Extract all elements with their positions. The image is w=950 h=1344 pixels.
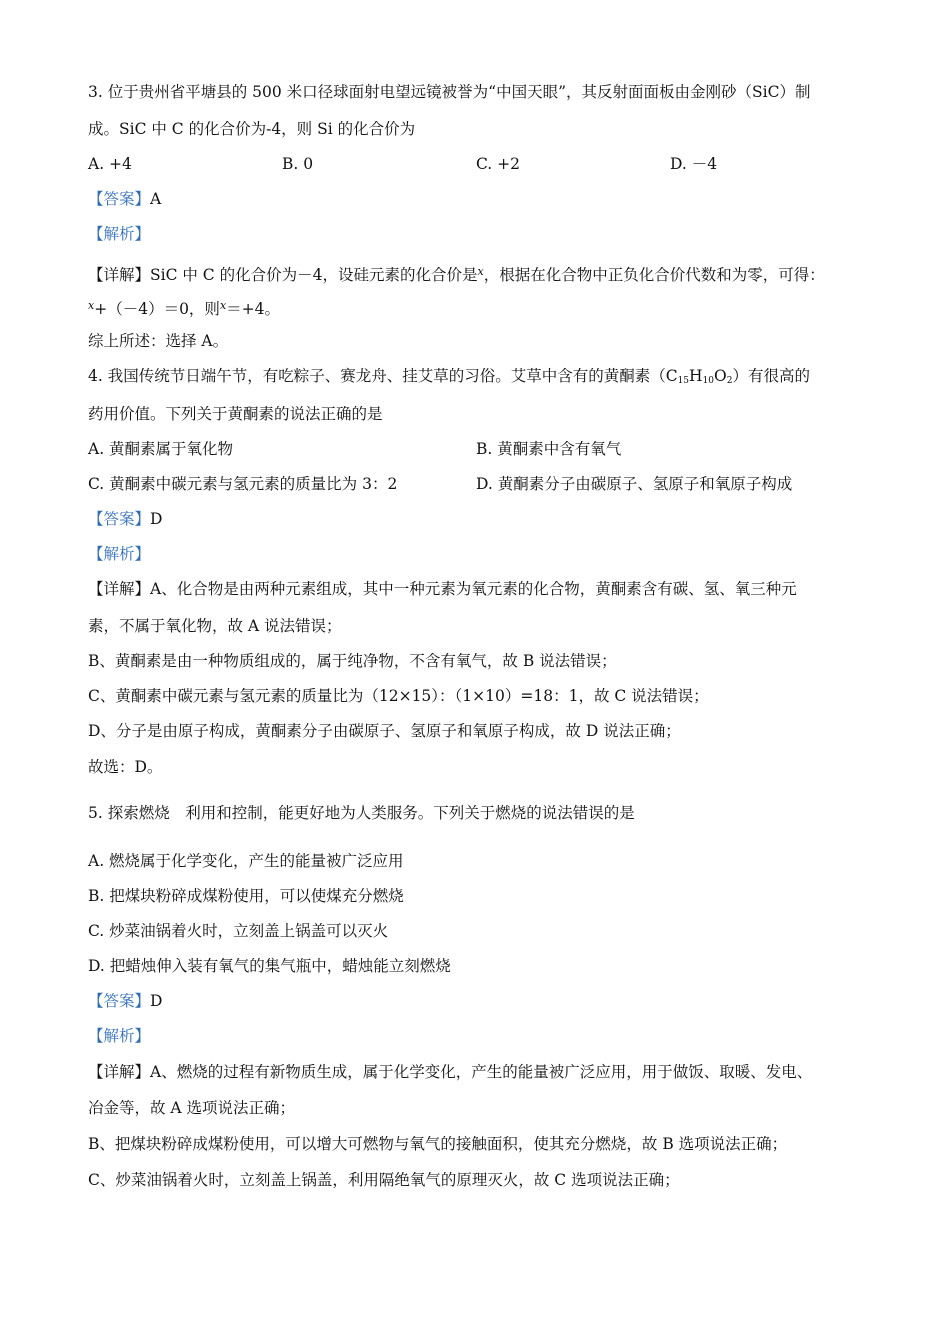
variable-x: x [88,299,95,312]
detail-text-cont: ＝+4。 [226,300,281,318]
q3-option-b: B. 0 [282,155,314,173]
subscript: 15 [677,376,690,386]
detail-text-cont: ，根据在化合物中正负化合价代数和为零，可得： [483,266,825,284]
q4-option-a: A. 黄酮素属于氧化物 [88,440,234,458]
answer-value: A [150,190,162,208]
analysis-tag: 【解析】 [88,1027,151,1045]
q4-conclusion: 故选：D。 [88,758,163,776]
answer-tag: 【答案】 [88,510,151,528]
answer-value: D [150,992,163,1010]
q4-answer [88,509,162,529]
q4-detail-b: B、黄酮素是由一种物质组成的，属于纯净物，不含有氧气，故 B 说法错误； [88,652,617,670]
q3-answer [88,189,161,209]
q5-option-c: C. 炒菜油锅着火时，立刻盖上锅盖可以灭火 [88,922,389,940]
detail-tag: 【详解】 [88,266,151,284]
formula-o: O [714,367,727,385]
q4-stem-line1 [88,366,810,391]
q5-answer [88,991,162,1011]
answer-tag: 【答案】 [88,190,151,208]
answer-tag: 【答案】 [88,992,151,1010]
answer-value: D [150,510,163,528]
q3-detail-line2 [88,296,280,319]
q4-detail-c: C、黄酮素中碳元素与氢元素的质量比为（12×15）：（1×10）=18：1，故 C 说法错误； [88,687,709,705]
q4-stem-text: 4. 我国传统节日端午节，有吃粽子、赛龙舟、挂艾草的习俗。艾草中含有的黄酮素（C [88,367,678,385]
q3-option-d: D. －4 [670,155,718,173]
variable-x: x [219,299,227,312]
q4-option-d: D. 黄酮素分子由碳原子、氢原子和氧原子构成 [476,475,793,493]
detail-tag: 【详解】 [88,580,151,598]
subscript: 2 [726,376,733,386]
detail-tag: 【详解】 [88,1063,151,1081]
q3-stem-line2: 成。SiC 中 C 的化合价为-4，则 Si 的化合价为 [88,120,416,138]
detail-text: A、化合物是由两种元素组成，其中一种元素为氧元素的化合物，黄酮素含有碳、氢、氧三种元 [150,580,797,598]
q3-option-c: C. +2 [476,155,521,173]
q5-analysis [88,1026,150,1046]
detail-text: A、燃烧的过程有新物质生成，属于化学变化，产生的能量被广泛应用，用于做饭、取暖、发电、 [150,1063,813,1081]
q5-option-a: A. 燃烧属于化学变化，产生的能量被广泛应用 [88,852,404,870]
q5-detail-c: C、炒菜油锅着火时，立刻盖上锅盖，利用隔绝氧气的原理灭火，故 C 选项说法正确； [88,1171,680,1189]
analysis-tag: 【解析】 [88,545,151,563]
q5-detail-b: B、把煤块粉碎成煤粉使用，可以增大可燃物与氧气的接触面积，使其充分燃烧，故 B 选项说法正确； [88,1135,788,1153]
q5-stem-line1: 5. 探索燃烧 利用和控制，能更好地为人类服务。下列关于燃烧的说法错误的是 [88,804,635,822]
subscript: 10 [702,376,715,386]
q4-analysis [88,544,150,564]
formula-h: H [689,367,703,385]
detail-text: SiC 中 C 的化合价为－4，设硅元素的化合价是 [150,266,478,284]
variable-x: x [477,265,484,278]
q4-detail-line2: 素，不属于氧化物，故 A 说法错误； [88,617,342,635]
q4-detail-d: D、分子是由原子构成，黄酮素分子由碳原子、氢原子和氧原子构成，故 D 说法正确； [88,722,681,740]
q4-stem-text-end: ）有很高的 [732,367,810,385]
q3-stem-line1: 3. 位于贵州省平塘县的 500 米口径球面射电望远镜被誉为“中国天眼”，其反射面面板由金刚砂（SiC）制 [88,83,811,101]
q4-option-c: C. 黄酮素中碳元素与氢元素的质量比为 3：2 [88,475,398,493]
q4-stem-line2: 药用价值。下列关于黄酮素的说法正确的是 [88,405,383,423]
q5-detail-line1 [88,1062,812,1082]
q5-option-b: B. 把煤块粉碎成煤粉使用，可以使煤充分燃烧 [88,887,404,905]
q3-option-a: A. +4 [88,155,132,173]
q5-detail-line2: 冶金等，故 A 选项说法正确； [88,1099,296,1117]
detail-text: +（－4）＝0，则 [94,300,220,318]
q5-option-d: D. 把蜡烛伸入装有氧气的集气瓶中，蜡烛能立刻燃烧 [88,957,451,975]
q4-detail-line1 [88,579,797,599]
q3-analysis [88,224,150,244]
analysis-tag: 【解析】 [88,225,151,243]
q4-option-b: B. 黄酮素中含有氧气 [476,440,622,458]
q3-detail-line1 [88,262,825,285]
q3-summary: 综上所述：选择 A。 [88,332,229,350]
